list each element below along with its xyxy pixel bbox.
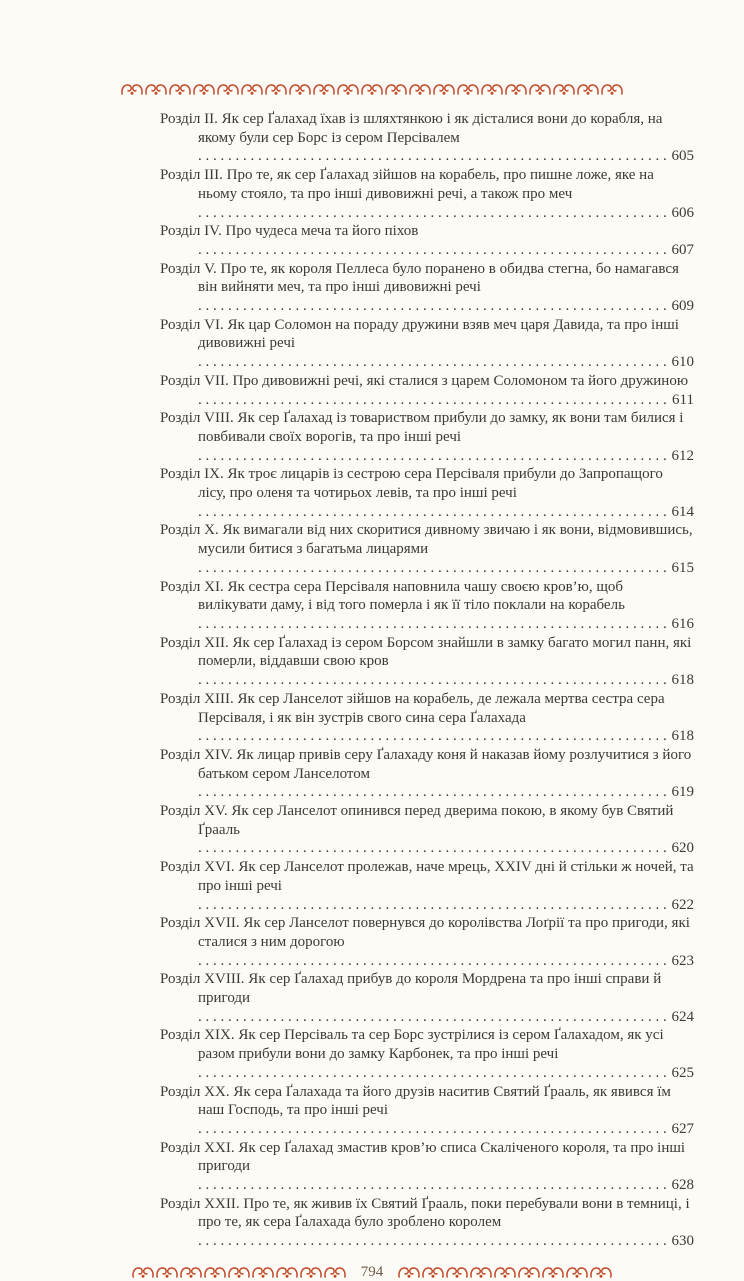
page-footer: [0, 1264, 744, 1281]
toc-entry: [160, 409, 694, 465]
toc-entry-text: Розділ XXI. Як сер Ґалахад змастив кров’ю списа Скаліченого короля, та про інші пригоди: [160, 1139, 686, 1175]
toc-entry-text: Розділ XI. Як сестра сера Персіваля наповнила чашу своєю кров’ю, щоб вилікувати даму, і від того померла і як її тіло поклали на корабель: [160, 578, 625, 614]
dot-leader: [198, 1121, 694, 1137]
dot-leader: [198, 1233, 694, 1249]
dot-leader: [198, 560, 694, 576]
ornament-border-top-icon: [120, 83, 624, 96]
toc-entry-page-number: 624: [666, 1008, 695, 1027]
toc-entry-text: Розділ XX. Як сера Ґалахада та його друзів наситив Святий Ґрааль, як явився їм наш Господь, та про інші речі: [160, 1083, 671, 1119]
dot-leader: [198, 242, 694, 258]
toc-entry-text: Розділ XXII. Про те, як живив їх Святий Ґрааль, поки перебували вони в темниці, і про те, як сера Ґалахада було зроблено королем: [160, 1195, 690, 1231]
toc-entry-page-number: 627: [666, 1120, 695, 1139]
dot-leader: [198, 897, 694, 913]
toc-entry: [160, 222, 694, 259]
toc-entry: [160, 970, 694, 1026]
toc-entry-text: Розділ XV. Як сер Ланселот опинився перед дверима покою, в якому був Святий Ґрааль: [160, 803, 674, 838]
toc-entry-text: Розділ IV. Про чудеса меча та його піхов: [160, 223, 419, 240]
toc-entry-text: Розділ X. Як вимагали від них скоритися дивному звичаю і як вони, відмовившись, мусили битися з багатьма лицарями: [160, 522, 693, 558]
toc-entry-page-number: 618: [666, 671, 695, 690]
toc-entry-text: Розділ VI. Як цар Соломон на пораду дружини взяв меч царя Давида, та про інші дивовижні речі: [160, 316, 679, 352]
toc-entry: [160, 690, 694, 746]
toc-entry-page-number: 619: [666, 783, 695, 802]
dot-leader: [198, 392, 694, 408]
toc-entry: [160, 166, 694, 222]
toc-entry-text: Розділ XVI. Як сер Ланселот пролежав, наче мрець, XXIV дні й стільки ж ночей, та про інші речі: [160, 859, 694, 894]
table-of-contents: [160, 110, 694, 1251]
toc-entry-page-number: 614: [666, 503, 695, 522]
toc-entry-page-number: 610: [666, 353, 695, 372]
toc-entry: [160, 578, 694, 634]
folio-page-number: 794: [360, 1263, 384, 1280]
toc-entry: [160, 372, 694, 409]
toc-entry: [160, 802, 694, 858]
toc-entry-page-number: 611: [666, 391, 694, 410]
toc-entry-text: Розділ XIX. Як сер Персіваль та сер Борс зустрілися із сером Ґалахадом, як усі разом прибули вони до замку Карбонек, та про інші речі: [160, 1027, 664, 1063]
toc-entry: [160, 746, 694, 802]
toc-entry-text: Розділ VIII. Як сер Ґалахад із товариством прибули до замку, як вони там билися і повбивали своїх ворогів, та про інші речі: [160, 410, 684, 445]
dot-leader: [198, 504, 694, 520]
toc-entry-page-number: 625: [666, 1064, 695, 1083]
dot-leader: [198, 298, 694, 314]
toc-entry-page-number: 630: [666, 1232, 695, 1251]
toc-entry-page-number: 607: [666, 241, 695, 260]
toc-entry-page-number: 623: [666, 952, 695, 971]
toc-entry: [160, 914, 694, 970]
toc-entry: [160, 634, 694, 690]
toc-entry-text: Розділ IX. Як троє лицарів із сестрою сера Персіваля прибули до Запропащого лісу, про оленя та чотирьох левів, та про інші речі: [160, 466, 663, 502]
toc-entry-page-number: 612: [666, 447, 695, 466]
toc-entry-text: Розділ XVIII. Як сер Ґалахад прибув до короля Мордрена та про інші справи й пригоди: [160, 971, 662, 1007]
toc-entry-page-number: 618: [666, 727, 695, 746]
dot-leader: [198, 1065, 694, 1081]
toc-entry-text: Розділ V. Про те, як короля Пеллеса було поранено в обидва стегна, бо намагався він вийняти меч, та про інші дивовижні речі: [160, 260, 679, 296]
dot-leader: [198, 1009, 694, 1025]
toc-entry-text: Розділ II. Як сер Ґалахад їхав із шляхтянкою і як дісталися вони до корабля, на якому були сер Борс із сером Персівалем: [160, 111, 663, 146]
toc-entry-page-number: 609: [666, 297, 695, 316]
toc-entry-page-number: 622: [666, 896, 695, 915]
toc-entry-text: Розділ XII. Як сер Ґалахад із сером Борсом знайшли в замку багато могил панн, які померли, віддавши свою кров: [160, 634, 692, 670]
toc-entry-text: Розділ XIII. Як сер Ланселот зійшов на корабель, де лежала мертва сестра сера Персіваля, і як він зустрів свого сина сера Ґалахада: [160, 690, 665, 726]
toc-entry: [160, 1083, 694, 1139]
toc-entry: [160, 1195, 694, 1251]
toc-entry: [160, 465, 694, 521]
toc-entry: [160, 521, 694, 577]
toc-entry-page-number: 615: [666, 559, 695, 578]
toc-entry-text: Розділ III. Про те, як сер Ґалахад зійшов на корабель, про пишне ложе, яке на ньому стояло, та про інші дивовижні речі, а також про меч: [160, 167, 654, 202]
toc-entry: [160, 1026, 694, 1082]
toc-entry-text: Розділ XIV. Як лицар привів серу Ґалахаду коня й наказав йому розлучитися з його батьком сером Ланселотом: [160, 746, 692, 782]
toc-entry-page-number: 620: [666, 839, 695, 858]
toc-entry: [160, 316, 694, 372]
dot-leader: [198, 728, 694, 744]
ornament-border-bottom-right-icon: [397, 1266, 613, 1279]
toc-entry-text: Розділ VII. Про дивовижні речі, які сталися з царем Соломоном та його дружиною: [160, 372, 689, 389]
dot-leader: [198, 672, 694, 688]
ornament-row-top: [0, 0, 744, 96]
toc-entry-page-number: 605: [666, 147, 695, 166]
toc-entry-page-number: 616: [666, 615, 695, 634]
dot-leader: [198, 840, 694, 856]
dot-leader: [198, 448, 694, 464]
dot-leader: [198, 616, 694, 632]
toc-entry: [160, 858, 694, 914]
ornament-border-bottom-left-icon: [131, 1266, 347, 1279]
dot-leader: [198, 205, 694, 221]
toc-entry: [160, 110, 694, 166]
toc-entry-page-number: 606: [666, 204, 695, 223]
dot-leader: [198, 354, 694, 370]
dot-leader: [198, 784, 694, 800]
dot-leader: [198, 1177, 694, 1193]
toc-entry-page-number: 628: [666, 1176, 695, 1195]
toc-entry: [160, 260, 694, 316]
toc-entry-text: Розділ XVII. Як сер Ланселот повернувся до королівства Лоґрії та про пригоди, які сталися з ним дорогою: [160, 915, 690, 950]
dot-leader: [198, 148, 694, 164]
dot-leader: [198, 953, 694, 969]
toc-entry: [160, 1139, 694, 1195]
